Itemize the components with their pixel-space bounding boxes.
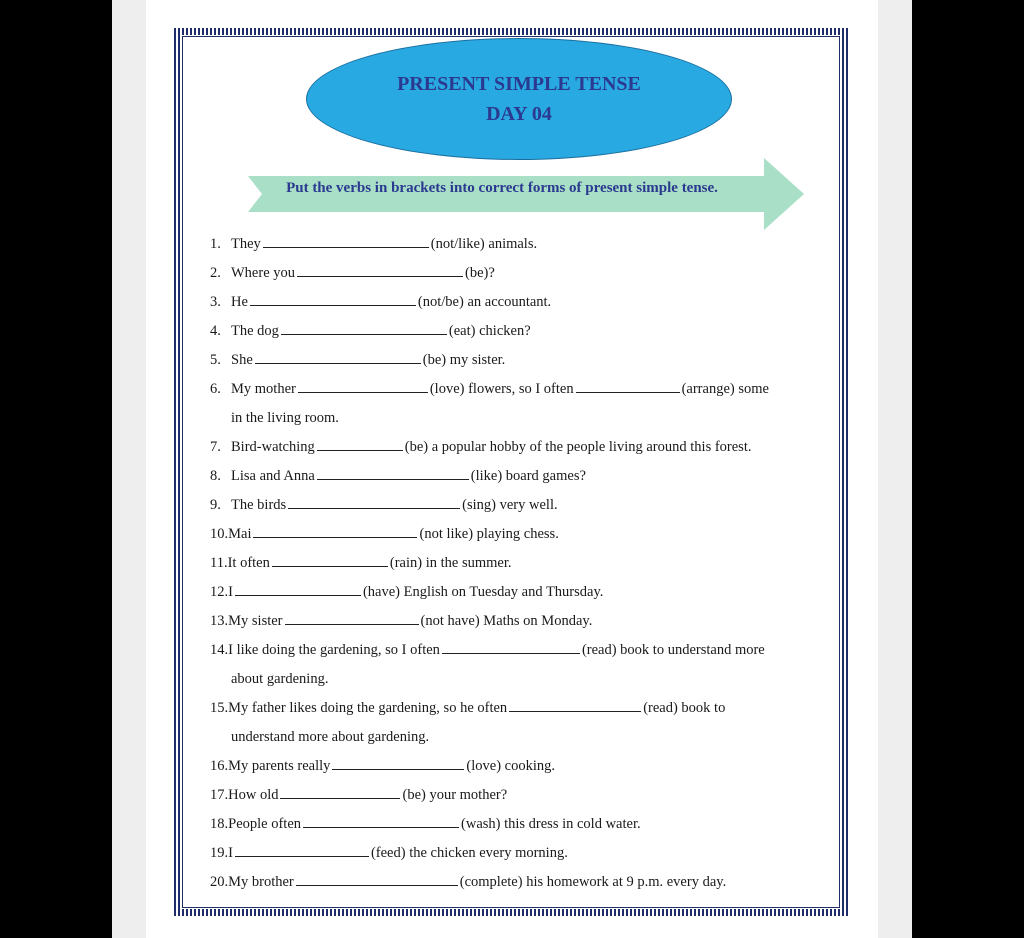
answer-blank[interactable] <box>253 536 417 538</box>
verb-hint: (be) a popular hobby of the people living around this forest. <box>404 439 752 455</box>
question-number: 18. <box>210 816 229 832</box>
question-number: 6. <box>210 381 221 397</box>
answer-blank[interactable] <box>281 333 447 335</box>
question-stem: My brother <box>228 874 294 890</box>
answer-blank[interactable] <box>442 652 580 654</box>
question-number: 17. <box>210 787 229 803</box>
question-item <box>210 636 840 665</box>
question-number: 10. <box>210 526 229 542</box>
verb-hint: (not have) Maths on Monday. <box>420 613 593 629</box>
question-continuation: about gardening. <box>231 671 329 687</box>
question-item <box>210 520 840 549</box>
question-stem: Lisa and Anna <box>231 468 315 484</box>
answer-blank[interactable] <box>263 246 429 248</box>
question-item <box>210 317 840 346</box>
question-continuation: understand more about gardening. <box>231 729 430 745</box>
question-item <box>210 288 840 317</box>
question-number: 8. <box>210 468 221 484</box>
question-number: 19. <box>210 845 229 861</box>
question-stem: How old <box>228 787 279 803</box>
verb-hint: (not like) playing chess. <box>419 526 559 542</box>
verb-hint: (be)? <box>465 265 495 281</box>
verb-hint: (have) English on Tuesday and Thursday. <box>362 584 604 600</box>
left-gutter <box>112 0 146 938</box>
verb-hint: (arrange) some <box>681 381 769 397</box>
answer-blank[interactable] <box>280 797 400 799</box>
answer-blank[interactable] <box>288 507 460 509</box>
worksheet-page <box>146 0 878 938</box>
question-item <box>210 346 840 375</box>
question-item <box>210 230 840 259</box>
verb-hint: (not/be) an accountant. <box>417 294 552 310</box>
answer-blank[interactable] <box>250 304 416 306</box>
question-item <box>210 578 840 607</box>
question-number: 11. <box>210 555 228 571</box>
answer-blank[interactable] <box>297 275 463 277</box>
question-number: 5. <box>210 352 221 368</box>
question-stem: She <box>231 352 253 368</box>
question-number: 15. <box>210 700 229 716</box>
title-line-2: DAY 04 <box>486 103 552 125</box>
question-item <box>210 868 840 897</box>
instruction-text: Put the verbs in brackets into correct forms of present simple tense. <box>286 180 718 196</box>
question-number: 1. <box>210 236 221 252</box>
question-item <box>210 839 840 868</box>
verb-hint: (rain) in the summer. <box>389 555 512 571</box>
question-item <box>210 462 840 491</box>
answer-blank[interactable] <box>303 826 459 828</box>
question-stem: The birds <box>231 497 287 513</box>
answer-blank[interactable] <box>332 768 464 770</box>
question-stem: He <box>231 294 248 310</box>
question-stem: My mother <box>231 381 296 397</box>
question-number: 7. <box>210 439 221 455</box>
verb-hint: (sing) very well. <box>462 497 558 513</box>
verb-hint: (love) cooking. <box>466 758 555 774</box>
question-item <box>210 752 840 781</box>
answer-blank[interactable] <box>235 594 361 596</box>
answer-blank[interactable] <box>298 391 428 393</box>
answer-blank[interactable] <box>317 449 403 451</box>
question-list <box>210 230 840 897</box>
instruction-banner <box>248 158 804 230</box>
question-number: 12. <box>210 584 229 600</box>
question-item <box>210 694 840 723</box>
question-item <box>210 810 840 839</box>
question-number: 13. <box>210 613 229 629</box>
question-number: 9. <box>210 497 221 513</box>
question-item <box>210 607 840 636</box>
question-stem: My parents really <box>228 758 331 774</box>
question-number: 2. <box>210 265 221 281</box>
question-number: 4. <box>210 323 221 339</box>
verb-hint: (complete) his homework at 9 p.m. every day. <box>459 874 727 890</box>
question-stem: Bird-watching <box>231 439 315 455</box>
verb-hint: (not/like) animals. <box>430 236 538 252</box>
answer-blank[interactable] <box>235 855 369 857</box>
answer-blank[interactable] <box>285 623 419 625</box>
question-number: 20. <box>210 874 229 890</box>
question-stem: The dog <box>231 323 279 339</box>
question-item <box>210 259 840 288</box>
verb-hint: (wash) this dress in cold water. <box>461 816 641 832</box>
verb-hint: (be) my sister. <box>422 352 506 368</box>
question-stem: Mai <box>228 526 252 542</box>
question-stem: My sister <box>228 613 283 629</box>
question-middle-text: (love) flowers, so I often <box>429 381 574 397</box>
question-stem: People often <box>228 816 302 832</box>
question-continuation: in the living room. <box>231 410 339 426</box>
right-gutter <box>878 0 912 938</box>
question-number: 3. <box>210 294 221 310</box>
verb-hint: (eat) chicken? <box>448 323 531 339</box>
question-stem: Where you <box>231 265 296 281</box>
question-item <box>210 549 840 578</box>
verb-hint: (read) book to understand more <box>581 642 765 658</box>
answer-blank[interactable] <box>272 565 388 567</box>
answer-blank[interactable] <box>576 391 680 393</box>
verb-hint: (read) book to <box>643 700 726 716</box>
question-item <box>210 433 840 462</box>
question-number: 16. <box>210 758 229 774</box>
verb-hint: (feed) the chicken every morning. <box>370 845 568 861</box>
question-item <box>210 375 840 404</box>
verb-hint: (be) your mother? <box>402 787 508 803</box>
answer-blank[interactable] <box>296 884 458 886</box>
question-stem: They <box>231 236 261 252</box>
question-stem: It often <box>227 555 270 571</box>
title-line-1: PRESENT SIMPLE TENSE <box>397 73 641 95</box>
question-stem: I like doing the gardening, so I often <box>228 642 440 658</box>
question-item <box>210 491 840 520</box>
answer-blank[interactable] <box>255 362 421 364</box>
answer-blank[interactable] <box>509 710 641 712</box>
question-item <box>210 781 840 810</box>
verb-hint: (like) board games? <box>470 468 586 484</box>
question-stem: My father likes doing the gardening, so he often <box>228 700 508 716</box>
question-stem: I <box>228 845 233 861</box>
title-oval <box>306 38 732 160</box>
question-stem: I <box>228 584 233 600</box>
answer-blank[interactable] <box>317 478 469 480</box>
question-number: 14. <box>210 642 229 658</box>
